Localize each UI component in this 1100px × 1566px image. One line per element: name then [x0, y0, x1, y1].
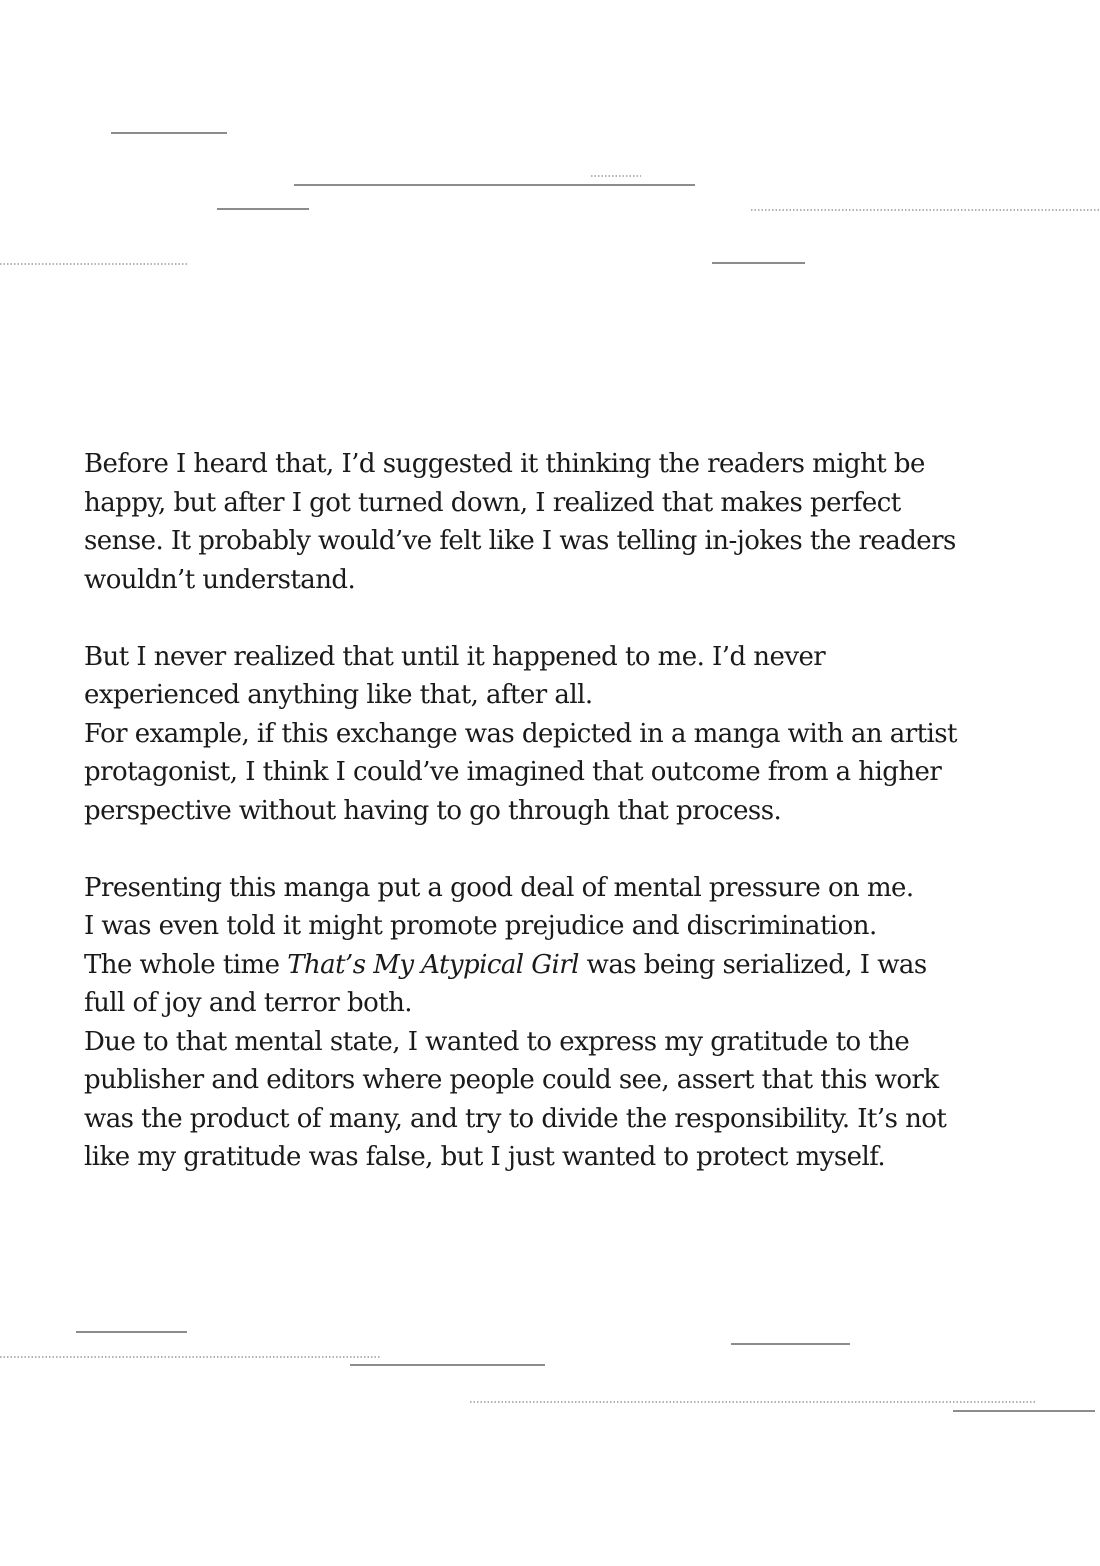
- text-line: Before I heard that, I’d suggested it thinking the readers might be: [84, 449, 925, 479]
- text-line: But I never realized that until it happened to me. I’d never: [84, 641, 826, 672]
- text-line: full of joy and terror both.: [84, 988, 413, 1018]
- text-fragment: was being serialized, I was: [578, 949, 927, 980]
- text-fragment: The whole time: [84, 949, 288, 980]
- work-title: That’s My Atypical Girl: [287, 949, 579, 980]
- text-line: was the product of many, and try to divide the responsibility. It’s not: [84, 1103, 947, 1134]
- text-line: happy, but after I got turned down, I realized that makes perfect: [84, 487, 901, 518]
- text-line: Due to that mental state, I wanted to express my gratitude to the: [84, 1026, 910, 1057]
- paragraph-1: [84, 445, 1044, 599]
- text-line: wouldn’t understand.: [84, 564, 356, 595]
- text-line: Presenting this manga put a good deal of mental pressure on me.: [84, 872, 914, 903]
- text-line: experienced anything like that, after all.: [84, 680, 593, 710]
- text-line-with-title: [84, 946, 1044, 985]
- paragraph-3: [84, 869, 1044, 1177]
- text-line: like my gratitude was false, but I just wanted to protect myself.: [84, 1142, 886, 1172]
- text-line: sense. It probably would’ve felt like I was telling in-jokes the readers: [84, 526, 956, 556]
- body-text: [84, 445, 1044, 1215]
- text-line: For example, if this exchange was depicted in a manga with an artist: [84, 718, 957, 749]
- paragraph-2: [84, 638, 1044, 831]
- text-line: protagonist, I think I could’ve imagined that outcome from a higher: [84, 757, 942, 787]
- text-line: I was even told it might promote prejudice and discrimination.: [84, 911, 877, 941]
- text-line: publisher and editors where people could see, assert that this work: [84, 1065, 939, 1095]
- text-line: perspective without having to go through that process.: [84, 795, 782, 826]
